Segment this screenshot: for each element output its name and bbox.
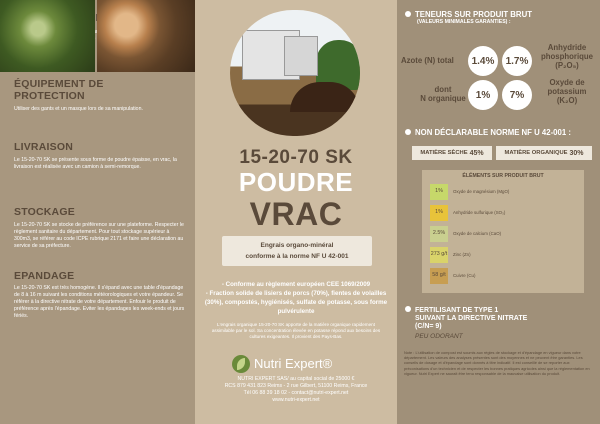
element-name: Anhydride sulfurique (SO₃) <box>453 210 506 215</box>
odour-note: PEU ODORANT <box>415 333 463 340</box>
norm-line-1: Engrais organo-minéral <box>260 242 334 249</box>
teneurs-subtitle: (VALEURS MINIMALES GARANTIES) : <box>417 19 511 25</box>
azote-value: 1.4% <box>468 46 498 76</box>
anhydride-label-line-3: (P₂O₅) <box>555 61 579 70</box>
elements-title: ÉLÉMENTS SUR PRODUIT BRUT <box>462 173 544 179</box>
company-address: RCS 879 431 823 Reims - 2 rue Gilbert, 51100 Reims, France <box>224 383 368 389</box>
non-declarable-title: NON DÉCLARABLE NORME NF U 42-001 : <box>415 128 571 137</box>
dont-label <box>419 85 467 103</box>
oxyde-value: 7% <box>502 80 532 110</box>
element-value: 1% <box>430 205 448 221</box>
element-value: 2.5% <box>430 226 448 242</box>
elements-box <box>422 170 584 293</box>
company-website[interactable]: www.nutri-expert.net <box>272 397 320 403</box>
equipement-title-2: PROTECTION <box>14 90 85 102</box>
anhydride-label <box>537 43 597 70</box>
oxyde-label <box>537 78 597 105</box>
oxyde-label-line-2: potassium <box>547 87 587 96</box>
fertilisant-title-line-1: FERTILISANT DE TYPE 1 <box>415 307 499 314</box>
element-row <box>430 226 580 242</box>
product-code-title: 15-20-70 SK <box>239 147 353 168</box>
bullet-composition: - Fraction solide de lisiers de porcs (70%), fientes de volailles (30%), compostés, hygiénisés, sulfate de potasse, sous forme pulvérulente <box>204 290 388 315</box>
element-name: Oxyde de magnésium (MgO) <box>453 189 510 194</box>
non-declarable-heading <box>405 128 571 137</box>
element-row <box>430 247 580 263</box>
element-name: Cuivre (Cu) <box>453 273 476 278</box>
element-value: 1% <box>430 184 448 200</box>
company-capital: NUTRI EXPERT SAS/ au capital social de 25000 € <box>237 376 355 382</box>
legal-note: Note : L'utilisation de compost est soumis aux règles de stockage et d'épandage en vigueur dans votre département. Les valeurs des analyses présentes sont des moyennes et ne peuvent être garanties. Les conseils de dosage et d'épandage sont donnés à titre indicatif. Il est conseillé de se reporter aux préconisations d'un technicien et de respecter les bonnes pratiques agricoles ainsi que la réglementation en vigueur. Nutri Expert ne saurait être tenu responsable de la mauvaise utilisation du produit. <box>404 350 590 376</box>
potato-leaves-photo <box>0 0 95 72</box>
azote-label: Azote (N) total <box>401 56 454 65</box>
element-name: Oxyde de calcium (CaO) <box>453 231 502 236</box>
matiere-organique-box <box>496 146 592 160</box>
livraison-text: Le 15-20-70 SK se présente sous forme de poudre épaisse, en vrac, la livraison est réalisée avec un camion à semi-remorque. <box>14 157 177 170</box>
teneurs-heading <box>405 10 532 19</box>
bullet-regulation: - Conforme au règlement européen CEE 1069/2009 <box>221 281 371 288</box>
fertilisant-heading <box>405 306 527 331</box>
composition-bullets <box>203 280 389 316</box>
matiere-seche-label: MATIÈRE SÈCHE <box>420 150 468 156</box>
truck-photo <box>230 10 360 136</box>
anhydride-value: 1.7% <box>502 46 532 76</box>
stockage-text: Le 15-20-70 SK se stocke de préférence sur une plateforme. Respecter le règlement sanitaire du département. Pour tout stockage supérieur à 300m3, se référer au code ICPE rubrique 2171 et faire une déclaration au service de sa préfecture. <box>14 222 184 249</box>
fertilisant-title-line-2: SUIVANT LA DIRECTIVE NITRATE <box>415 315 528 322</box>
element-row <box>430 268 580 284</box>
matiere-seche-value: 45% <box>469 149 484 157</box>
matiere-organique-label: MATIÈRE ORGANIQUE <box>504 150 568 156</box>
logo-text: Nutri Expert® <box>254 356 333 371</box>
livraison-title: LIVRAISON <box>14 141 73 153</box>
equipement-text: Utiliser des gants et un masque lors de sa manipulation. <box>14 106 143 112</box>
dont-value: 1% <box>468 80 498 110</box>
element-row <box>430 205 580 221</box>
product-delivery-title: VRAC <box>249 196 343 232</box>
element-value: 273 g/t <box>430 247 448 263</box>
oxyde-label-line-3: (K₂O) <box>556 96 578 105</box>
leaf-icon <box>232 355 250 373</box>
bullet-dot-icon <box>405 129 411 135</box>
truck-trailer-door-shape <box>284 36 318 76</box>
epandage-text: Le 15-20-70 SK est très homogène. Il s'épand avec une table d'épandage de 8 à 16 m suivant les conditions météorologiques et votre épandeur. Se référer à la directive nitrate de votre département. Enfouir le produit de préférence après l'épandage. Eviter les épandages les week-ends et jours fériés. <box>14 285 185 319</box>
teneurs-title: TENEURS SUR PRODUIT BRUT <box>415 10 532 19</box>
element-row <box>430 184 580 200</box>
matiere-organique-value: 30% <box>569 149 584 157</box>
potatoes-photo <box>97 0 195 72</box>
element-value: 58 g/t <box>430 268 448 284</box>
anhydride-label-line-2: phosphorique <box>541 52 593 61</box>
company-phone-email: Tél 06 88 39 18 02 - contact@nutri-expert.net <box>243 390 349 396</box>
bullet-dot-icon <box>405 306 411 312</box>
dont-label-line-2: N organique <box>420 94 466 103</box>
dont-label-line-1: dont <box>434 85 452 94</box>
product-description: L'engrais organique 15-20-70 SK apporte de la matière organique rapidement assimilable par le sol. Sa concentration élevée en potasse répond aux besoins des cultures exigeantes. Il provient des Pays-Bas. <box>211 322 381 339</box>
anhydride-label-line-1: Anhydride <box>547 43 587 52</box>
matiere-seche-box <box>412 146 492 160</box>
product-form-title: POUDRE <box>238 167 354 197</box>
epandage-title: EPANDAGE <box>14 270 75 282</box>
norm-line-2: conforme à la norme NF U 42-001 <box>245 253 349 260</box>
oxyde-label-line-1: Oxyde de <box>549 78 585 87</box>
element-name: Zinc (Zn) <box>453 252 471 257</box>
fertilisant-title-line-3: (C/N= 9) <box>415 323 442 330</box>
contact-block <box>203 376 389 404</box>
norm-box <box>222 236 372 266</box>
equipement-title-1: ÉQUIPEMENT DE <box>14 78 104 90</box>
bullet-dot-icon <box>405 11 411 17</box>
stockage-title: STOCKAGE <box>14 206 75 218</box>
